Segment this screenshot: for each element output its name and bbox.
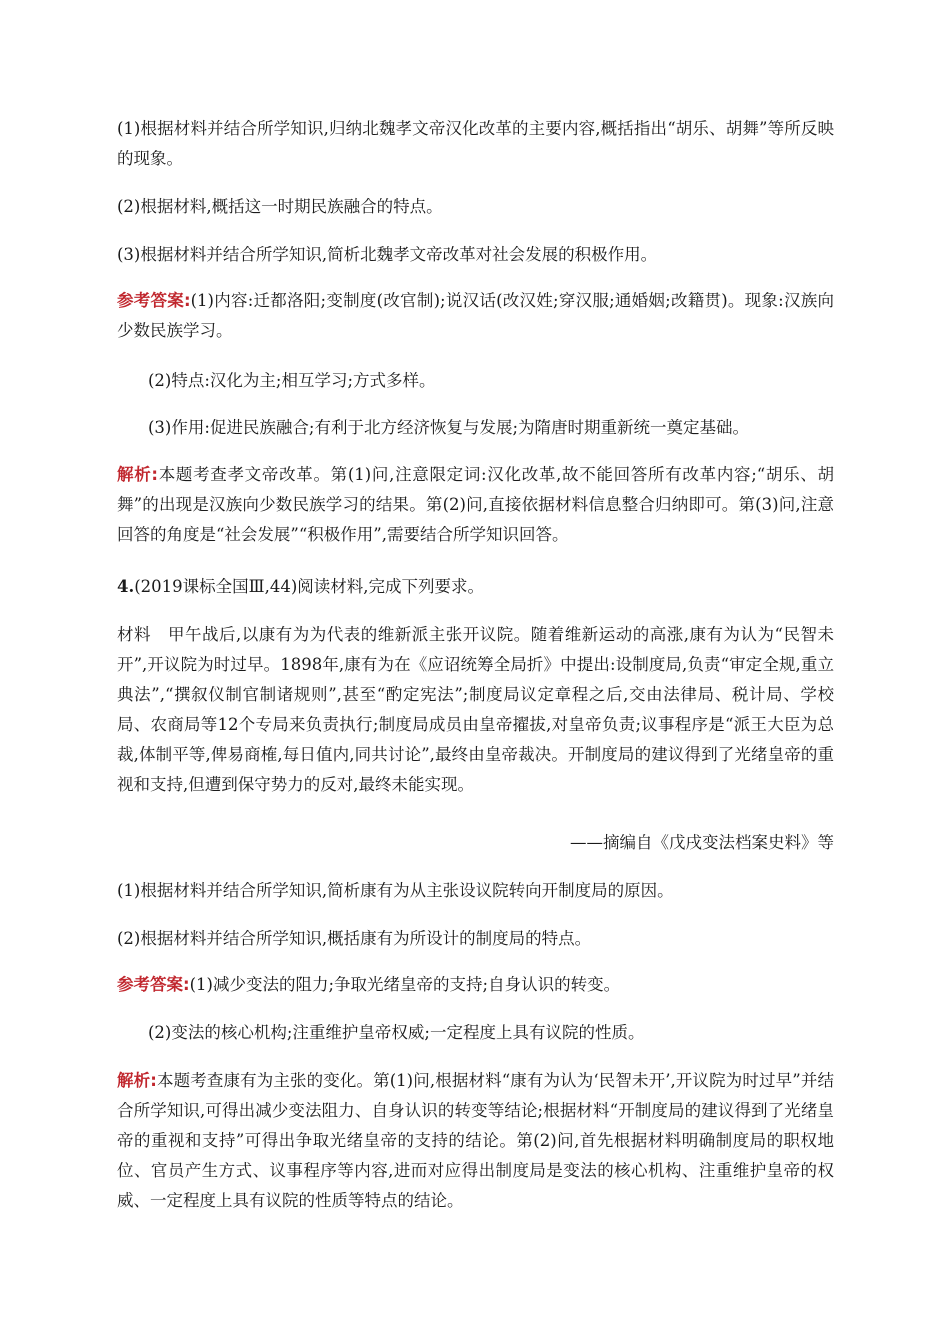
question-3-prompt: (3)根据材料并结合所学知识,简析北魏孝文帝改革对社会发展的积极作用。 [117, 245, 658, 264]
question-4-source: (2019课标全国Ⅲ,44)阅读材料,完成下列要求。 [134, 577, 484, 596]
question-4-1-prompt: (1)根据材料并结合所学知识,简析康有为从主张设议院转向开制度局的原因。 [117, 881, 674, 900]
material-text: 材料 甲午战后,以康有为为代表的维新派主张开议院。随着维新运动的高涨,康有为认为“民智未开”,开议院为时过早。1898年,康有为在《应诏统筹全局折》中提出:设制度局,负责“审定全规,重立典法”,“撰叙仪制官制诸规则”,甚至“酌定宪法”;制度局议定章程之后,交由法律局、税计局、学校局、农商局等12个专局来负责执行;制度局成员由皇帝擢拔,对皇帝负责;议事程序是“派王大臣为总裁,体制平等,俾易商榷,每日值内,同共讨论”,最终由皇帝裁决。开制度局的建议得到了光绪皇帝的重视和支持,但遭到保守势力的反对,最终未能实现。 [117, 625, 834, 794]
question-2-prompt: (2)根据材料,概括这一时期民族融合的特点。 [117, 197, 443, 216]
answer-4-1-text: (1)减少变法的阻力;争取光绪皇帝的支持;自身认识的转变。 [189, 975, 621, 994]
answer-label: 参考答案: [117, 291, 191, 310]
answer-4-label: 参考答案: [117, 975, 190, 994]
material-source: ——摘编自《戊戌变法档案史料》等 [570, 833, 834, 852]
answer-1-text: (1)内容:迁都洛阳;变制度(改官制);说汉话(改汉姓;穿汉服;通婚姻;改籍贯)。现象:汉族向少数民族学习。 [117, 291, 834, 340]
question-number: 4. [117, 577, 135, 596]
analysis-4-label: 解析: [117, 1071, 157, 1090]
analysis-block [117, 460, 834, 550]
question-1-prompt: (1)根据材料并结合所学知识,归纳北魏孝文帝汉化改革的主要内容,概括指出“胡乐、胡舞”等所反映的现象。 [117, 119, 834, 168]
analysis-4-text: 本题考查康有为主张的变化。第(1)问,根据材料“康有为认为‘民智未开’,开议院为时过早”并结合所学知识,可得出减少变法阻力、自身认识的转变等结论;根据材料“开制度局的建议得到了光绪皇帝的重视和支持”可得出争取光绪皇帝的支持的结论。第(2)问,首先根据材料明确制度局的职权地位、官员产生方式、议事程序等内容,进而对应得出制度局是变法的核心机构、注重维护皇帝的权威、一定程度上具有议院的性质等特点的结论。 [117, 1071, 834, 1210]
answer-block [117, 286, 834, 346]
analysis-label: 解析: [117, 465, 158, 484]
answer-3-text: (3)作用:促进民族融合;有利于北方经济恢复与发展;为隋唐时期重新统一奠定基础。 [148, 418, 750, 437]
analysis-text: 本题考查孝文帝改革。第(1)问,注意限定词:汉化改革,故不能回答所有改革内容;“胡乐、胡舞”的出现是汉族向少数民族学习的结果。第(2)问,直接依据材料信息整合归纳即可。第(3)问,注意回答的角度是“社会发展”“积极作用”,需要结合所学知识回答。 [117, 465, 834, 544]
answer-2-text: (2)特点:汉化为主;相互学习;方式多样。 [148, 371, 436, 390]
question-4-heading [117, 572, 834, 602]
analysis-4-block [117, 1066, 834, 1216]
answer-4-block [117, 970, 834, 1000]
answer-4-2-text: (2)变法的核心机构;注重维护皇帝权威;一定程度上具有议院的性质。 [148, 1023, 645, 1042]
question-4-2-prompt: (2)根据材料并结合所学知识,概括康有为所设计的制度局的特点。 [117, 929, 592, 948]
